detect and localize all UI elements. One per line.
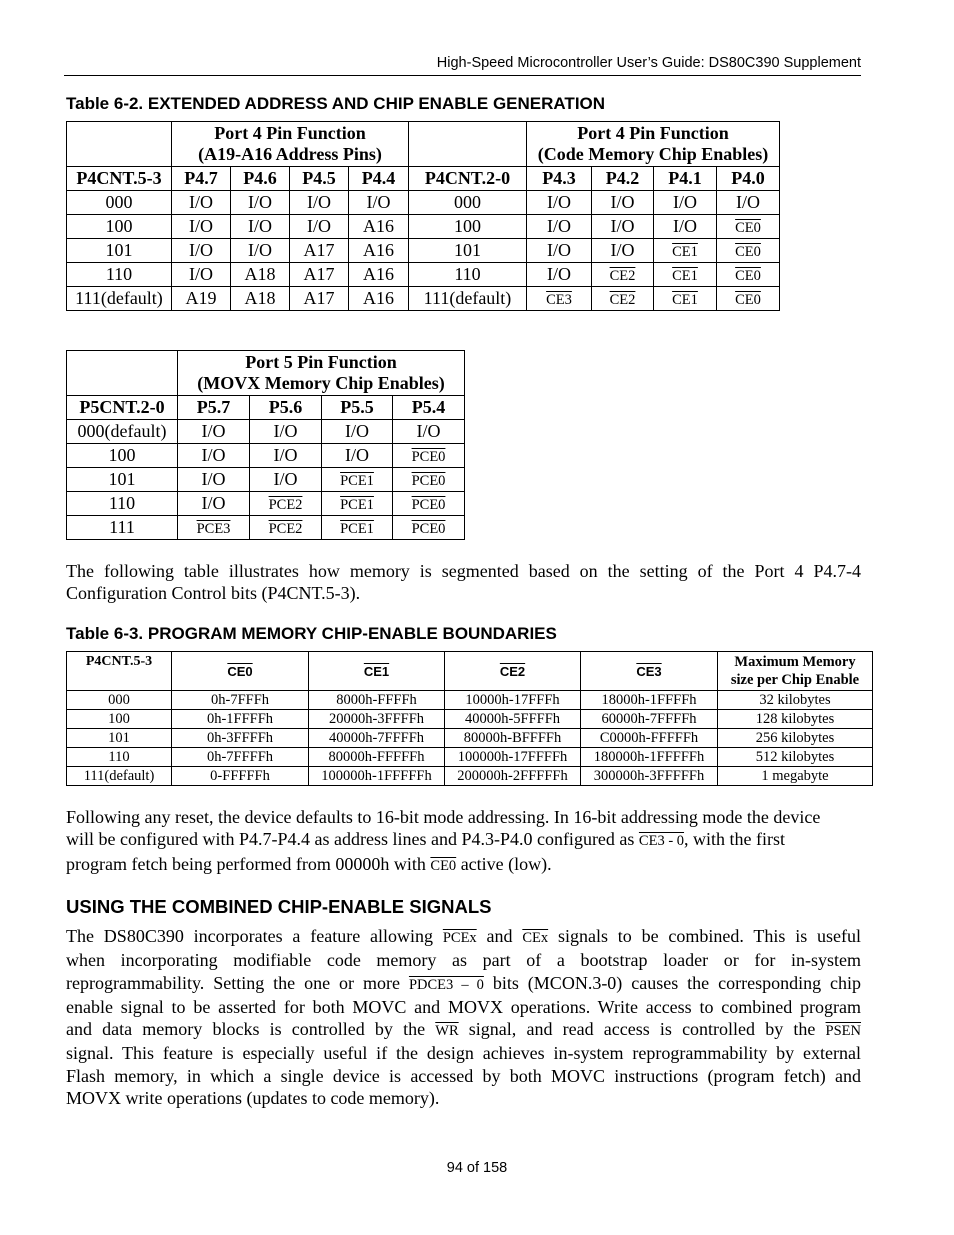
table-6-2-empty-header [409, 122, 527, 167]
table-cell [393, 516, 465, 540]
paragraph-combined-signals: The DS80C390 incorporates a feature allowing PCEx and $\overline{CEx}$ signals to be combined. This is useful when incorporating modifiable code memory as part of a bootstrap loader or for in-system reprogrammability. Setting the one or more PDCE3 – 0 bits (MCON.3-0) causes the corresponding chip enable signal to be asserted for both MOVC and MOVX operations. Write access to combined program and data memory blocks is controlled by the $\overline{WR}$ signal, and read access is controlled by the PSEN signal. This feature is especially useful if the design achieves in-system reprogrammability by external Flash memory, in which a single device is accessed by both MOVC instructions (program fetch) and MOVX write operations (updates to code memory). [66, 926, 862, 1109]
chip-enable-signal: PCE1 [340, 497, 374, 513]
table-cell: 18000h-1FFFFh [581, 691, 718, 710]
column-header: P5.4 [393, 396, 465, 420]
table-port-5-empty-header [67, 351, 178, 396]
table-cell: I/O [172, 191, 231, 215]
table-cell: A16 [349, 239, 409, 263]
table-cell [717, 215, 780, 239]
chip-enable-signal: CE2 [609, 268, 636, 284]
column-header: P5.5 [322, 396, 393, 420]
table-cell: 000(default) [67, 420, 178, 444]
table-cell [592, 287, 654, 311]
table-cell: 101 [409, 239, 527, 263]
table-cell: I/O [592, 239, 654, 263]
table-cell: I/O [527, 191, 592, 215]
paragraph-reset-defaults: Following any reset, the device defaults to 16-bit mode addressing. In 16-bit addressing mode the device will be configured with P4.7-P4.4 as address lines and P4.3-P4.0 configured as CE3 - 0, with the first program fetch being performed from 00000h with CE0 active (low). [66, 807, 821, 874]
table-row [67, 287, 780, 311]
table-row [67, 691, 873, 710]
chip-enable-signal: PCE0 [411, 449, 446, 465]
column-header: CE3 [636, 663, 662, 679]
chip-enable-signal: PCE1 [340, 521, 374, 537]
chip-enable-signal: CE3 [546, 292, 572, 308]
table-cell: 256 kilobytes [718, 729, 873, 748]
table-cell [322, 516, 393, 540]
table-cell: 101 [67, 239, 172, 263]
table-6-2-caption: Table 6-2. EXTENDED ADDRESS AND CHIP ENABLE GENERATION [66, 94, 606, 113]
section-heading: USING THE COMBINED CHIP-ENABLE SIGNALS [66, 896, 492, 917]
table-cell: 180000h-1FFFFFh [581, 748, 718, 767]
table-cell: I/O [592, 215, 654, 239]
chip-enable-signal: PCE1 [340, 473, 374, 489]
table-cell: 8000h-FFFFh [309, 691, 445, 710]
chip-enable-signal: CE0 [735, 244, 761, 260]
table-cell: A18 [231, 287, 290, 311]
table-cell: I/O [178, 492, 250, 516]
chip-enable-signal: PCE0 [411, 497, 446, 513]
chip-enable-signal: PCE0 [411, 473, 446, 489]
table-cell: 100 [409, 215, 527, 239]
table-cell: A16 [349, 287, 409, 311]
table-cell: I/O [393, 420, 465, 444]
table-cell: I/O [527, 215, 592, 239]
table-cell [250, 492, 322, 516]
table-cell [717, 287, 780, 311]
cex-signal: $\overline{CEx}$ [522, 930, 549, 946]
table-6-3-caption: Table 6-3. PROGRAM MEMORY CHIP-ENABLE BOUNDARIES [66, 624, 557, 643]
table-cell: 0h-1FFFFh [172, 710, 309, 729]
table-cell: 000 [409, 191, 527, 215]
table-cell: 110 [67, 263, 172, 287]
table-cell [654, 287, 717, 311]
paragraph-table-intro: The following table illustrates how memory is segmented based on the setting of the Port 4 P4.7-4 Configuration Control bits (P4CNT.5-3). [66, 561, 861, 604]
table-cell: I/O [527, 239, 592, 263]
table-cell: 512 kilobytes [718, 748, 873, 767]
table-row [67, 444, 465, 468]
table-cell: 000 [67, 691, 172, 710]
table-row [67, 748, 873, 767]
table-cell: 100 [67, 710, 172, 729]
table-cell: I/O [592, 191, 654, 215]
column-header: P4CNT.5-3 [67, 167, 172, 191]
chip-enable-signal: CE0 [735, 220, 761, 236]
table-cell: I/O [654, 191, 717, 215]
table-cell: I/O [654, 215, 717, 239]
table-cell: C0000h-FFFFFh [581, 729, 718, 748]
table-cell: 000 [67, 191, 172, 215]
table-row [67, 492, 465, 516]
table-cell [393, 444, 465, 468]
table-cell: I/O [172, 263, 231, 287]
chip-enable-signal: PCE0 [411, 521, 446, 537]
column-header: P5.6 [250, 396, 322, 420]
table-cell: 200000h-2FFFFFh [445, 767, 581, 786]
column-header: P4.4 [349, 167, 409, 191]
chip-enable-signal: PCE2 [268, 521, 303, 537]
table-cell: I/O [322, 420, 393, 444]
chip-enable-signal: CE1 [672, 268, 698, 284]
table-row [67, 420, 465, 444]
table-cell [393, 468, 465, 492]
table-cell: 110 [67, 492, 178, 516]
table-row [67, 729, 873, 748]
table-cell: 101 [67, 729, 172, 748]
table-cell: A16 [349, 263, 409, 287]
column-header: P4.3 [527, 167, 592, 191]
table-cell: I/O [231, 215, 290, 239]
header-rule [64, 75, 861, 76]
table-cell: I/O [178, 468, 250, 492]
chip-enable-signal: PCE3 [196, 521, 231, 537]
chip-enable-signal: PCE2 [268, 497, 303, 513]
running-header: High-Speed Microcontroller User’s Guide: DS80C390 Supplement [436, 55, 861, 71]
column-header: CE1 [363, 663, 390, 679]
table-cell: 60000h-7FFFFh [581, 710, 718, 729]
table-cell [592, 263, 654, 287]
column-header: P4.2 [592, 167, 654, 191]
table-cell: I/O [231, 239, 290, 263]
ce3-0-signal: CE3 - 0 [638, 833, 685, 850]
table-6-2-group-address: Port 4 Pin Function (A19-A16 Address Pins) [172, 122, 409, 167]
table-6-2-empty-header [67, 122, 172, 167]
table-cell: 111(default) [67, 287, 172, 311]
chip-enable-signal: CE1 [672, 292, 698, 308]
table-cell: I/O [290, 191, 349, 215]
chip-enable-signal: CE0 [735, 292, 761, 308]
table-cell: A17 [290, 239, 349, 263]
table-cell: 40000h-7FFFFh [309, 729, 445, 748]
table-cell: 10000h-17FFFh [445, 691, 581, 710]
chip-enable-signal: CE0 [735, 268, 761, 284]
table-6-3 [66, 651, 873, 786]
table-port-5-group: Port 5 Pin Function (MOVX Memory Chip Enables) [178, 351, 465, 396]
table-cell: I/O [250, 420, 322, 444]
column-header: P4.5 [290, 167, 349, 191]
column-header: P5CNT.2-0 [67, 396, 178, 420]
table-cell: A16 [349, 215, 409, 239]
table-cell [393, 492, 465, 516]
table-cell: 100 [67, 215, 172, 239]
table-cell: A19 [172, 287, 231, 311]
table-cell [250, 516, 322, 540]
wr-signal: $\overline{WR}$ [435, 1023, 459, 1040]
table-cell: 80000h-FFFFFh [309, 748, 445, 767]
table-cell: I/O [322, 444, 393, 468]
table-row [67, 468, 465, 492]
table-cell: I/O [172, 215, 231, 239]
table-cell: I/O [527, 263, 592, 287]
table-cell: 101 [67, 468, 178, 492]
column-header: CE2 [499, 663, 526, 679]
column-header: P4.0 [717, 167, 780, 191]
table-cell: I/O [231, 191, 290, 215]
table-cell: 40000h-5FFFFh [445, 710, 581, 729]
table-cell [654, 263, 717, 287]
table-cell [717, 263, 780, 287]
table-cell: 300000h-3FFFFFh [581, 767, 718, 786]
column-header: P4CNT.5-3 [67, 652, 172, 691]
table-cell: 111(default) [409, 287, 527, 311]
table-cell: 111(default) [67, 767, 172, 786]
table-cell: I/O [290, 215, 349, 239]
table-cell: 100000h-17FFFFh [445, 748, 581, 767]
table-cell: I/O [349, 191, 409, 215]
table-port-5 [66, 350, 465, 540]
table-row [67, 516, 465, 540]
table-cell: I/O [250, 444, 322, 468]
chip-enable-signal: CE1 [672, 244, 698, 260]
column-header: CE0 [227, 663, 253, 679]
table-6-2 [66, 121, 780, 311]
table-cell: 111 [67, 516, 178, 540]
table-cell: 0h-7FFFFh [172, 748, 309, 767]
page-number: 94 of 158 [446, 1160, 508, 1176]
table-cell: I/O [178, 444, 250, 468]
table-cell [322, 492, 393, 516]
table-cell: A18 [231, 263, 290, 287]
psen-signal: PSEN [825, 1023, 862, 1040]
table-row [67, 710, 873, 729]
pdce3-0-signal: PDCE3 – 0 [408, 976, 484, 993]
table-cell: 0h-3FFFFh [172, 729, 309, 748]
table-cell: 110 [67, 748, 172, 767]
column-header: Maximum Memory size per Chip Enable [718, 652, 873, 691]
table-cell: A17 [290, 287, 349, 311]
table-cell: I/O [178, 420, 250, 444]
table-cell: 1 megabyte [718, 767, 873, 786]
table-cell: 110 [409, 263, 527, 287]
table-cell: 32 kilobytes [718, 691, 873, 710]
table-cell: 100000h-1FFFFFh [309, 767, 445, 786]
table-row [67, 263, 780, 287]
table-cell: A17 [290, 263, 349, 287]
pcex-signal: PCEx [442, 930, 477, 946]
column-header: P5.7 [178, 396, 250, 420]
column-header: P4.6 [231, 167, 290, 191]
chip-enable-signal: CE2 [609, 292, 636, 308]
column-header: P4CNT.2-0 [409, 167, 527, 191]
table-cell [322, 468, 393, 492]
table-cell: I/O [717, 191, 780, 215]
table-cell [717, 239, 780, 263]
table-row [67, 239, 780, 263]
table-cell: I/O [172, 239, 231, 263]
table-cell: 128 kilobytes [718, 710, 873, 729]
ce0-signal: CE0 [430, 857, 457, 874]
table-cell: I/O [250, 468, 322, 492]
column-header: P4.7 [172, 167, 231, 191]
table-cell: 80000h-BFFFFh [445, 729, 581, 748]
table-cell: 100 [67, 444, 178, 468]
table-cell [178, 516, 250, 540]
table-cell [527, 287, 592, 311]
table-cell [654, 239, 717, 263]
table-cell: 0h-7FFFh [172, 691, 309, 710]
table-cell: 0-FFFFFh [172, 767, 309, 786]
table-row [67, 191, 780, 215]
table-cell: 20000h-3FFFFh [309, 710, 445, 729]
table-row [67, 215, 780, 239]
table-6-2-group-chip-enable: Port 4 Pin Function (Code Memory Chip Enables) [527, 122, 780, 167]
column-header: P4.1 [654, 167, 717, 191]
table-row [67, 767, 873, 786]
